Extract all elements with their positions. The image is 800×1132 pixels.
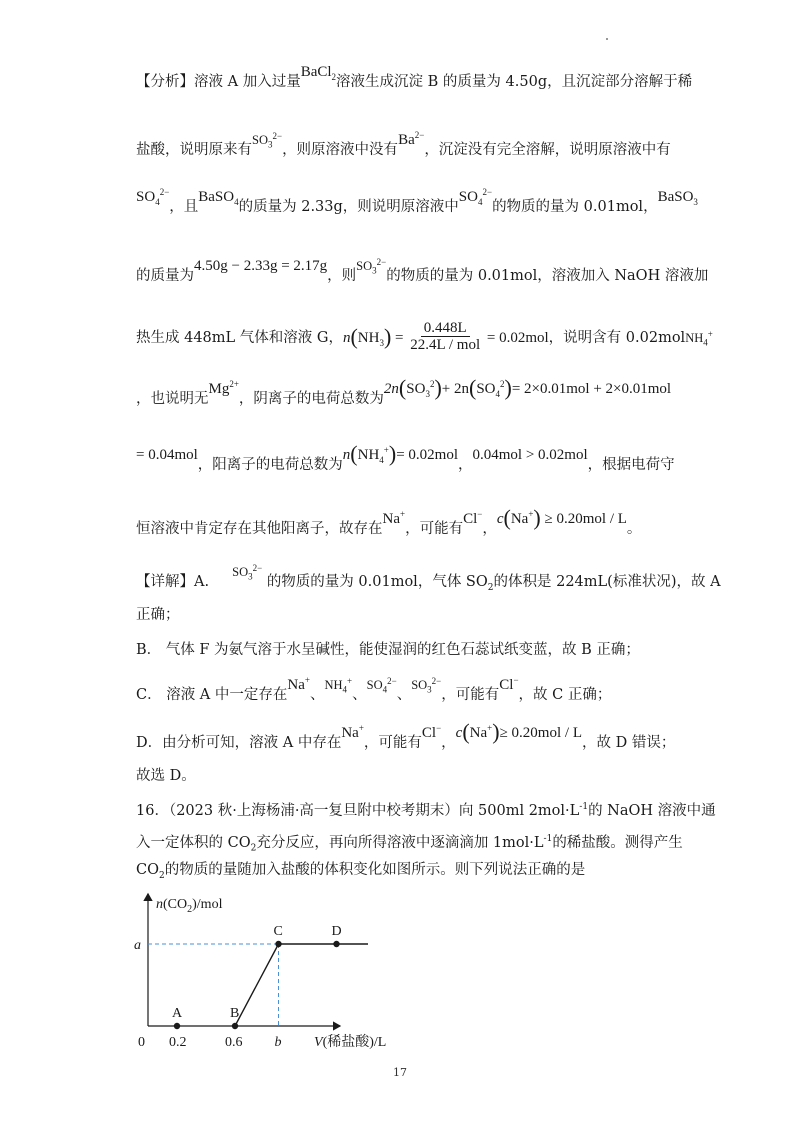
point-label-A: A [172, 1006, 183, 1021]
question-line-2: 入一定体积的 $CO_2$充分反应，再向所得溶液中逐滴滴加 $1mol\cdot L^{-1}$的稀盐酸。测得产生 [136, 834, 683, 854]
equation-mass: 4.50g − 2.33g = 2.17g [194, 258, 328, 275]
point-label-D: D [331, 924, 342, 939]
ion-so3-c: $SO_3^{2-}$ [232, 563, 263, 582]
y-axis-label-n: n [156, 897, 163, 912]
point-label-C: C [273, 924, 283, 939]
detail-line-5: D．由分析可知，溶液 A 中存在Na+，可能有Cl−，c(Na+)≥ 0.20mol / L，故 D 错误； [136, 719, 676, 751]
analysis-line-7: = 0.04mol，阳离子的电荷总数为$n(NH_4^+)= 0.02mol$，0.04mol > 0.02mol，根据电荷守 [136, 441, 675, 473]
inequality-cna: c(Na+) ≥ 0.20mol / L [496, 505, 627, 530]
ion-na: Na+ [382, 509, 406, 527]
page-mark [606, 38, 608, 40]
detail-line-2: 正确； [136, 607, 180, 623]
analysis-line-6: ，也说明无$Mg^{2+}$，阴离子的电荷总数为$2n(SO_3^2)+ 2n(SO_4^2)= 2\times 0.01mol + 2\times 0.01mol$ [136, 375, 672, 407]
formula-baso3: BaSO$_3$ [657, 189, 698, 207]
analysis-line-8: 恒溶液中肯定存在其他阳离子，故存在Na+，可能有Cl−，c(Na+) ≥ 0.20mol / L。 [136, 505, 642, 537]
ion-ba: $Ba^{2-}$ [398, 130, 425, 148]
analysis-line-1: 【分析】溶液 A 加入过量BaCl$_2$溶液生成沉淀 B 的质量为 4.50g，且沉淀部分溶解于稀 [136, 64, 693, 90]
equation-anion-charge: $2n(SO_3^2)+ 2n(SO_4^2)= 2\times 0.01mol + 2\times 0.01mol$ [383, 375, 672, 400]
y-axis-label-suffix: )/mol [192, 897, 223, 912]
y-tick-a: a [134, 938, 141, 953]
x-tick-0: 0 [138, 1035, 145, 1050]
analysis-line-2: 盐酸，说明原来有$SO_3^{2-}$，则原溶液中没有$Ba^{2-}$，沉淀没有完全溶解，说明原溶液中有 [136, 130, 671, 158]
ion-so3: $SO_3^{2-}$ [252, 130, 283, 150]
detail-line-1: 【详解】A. $SO_3^{2-}$ 的物质的量为 0.01mol，气体 $SO_2$的体积是 224mL(标准状况)，故 A [136, 563, 721, 594]
point-B [232, 1023, 238, 1029]
analysis-line-3: $SO_4^{2-}$，且BaSO$_4$的质量为 2.33g，则说明原溶液中$SO_4^{2-}$的物质的量为 0.01mol，BaSO$_3$ [136, 187, 698, 215]
ion-cl: Cl− [463, 509, 483, 527]
fraction: $\frac{0.448L}{\text{22.4L / mol}}$ [410, 320, 481, 353]
page-number: 17 [393, 1066, 407, 1079]
formula-baso4: BaSO$_4$ [198, 189, 239, 207]
equation-cation-charge: $n(NH_4^+)= 0.02mol$ [342, 441, 458, 466]
analysis-line-5: 热生成 448mL 气体和溶液 G，$n(NH_3)$ = $\frac{0.448L}{\text{22.4L / mol}}$ = 0.02mol，说明含有 0.02molNH$_4$+ [136, 320, 713, 353]
detail-line-3: B． 气体 F 为氨气溶于水呈碱性，能使湿润的红色石蕊试纸变蓝，故 B 正确； [136, 642, 640, 658]
analysis-line-4: 的质量为4.50g − 2.33g = 2.17g，则$SO_3^{2-}$的物质的量为 0.01mol，溶液加入 NaOH 溶液加 [136, 257, 709, 285]
co2-volume-graph [122, 888, 402, 1053]
question-line-3: $CO_2$的物质的量随加入盐酸的体积变化如图所示。则下列说法正确的是 [136, 862, 586, 881]
y-axis-label-prefix: (CO [163, 897, 188, 912]
equation-nh3: $n(NH_3)$ = $\frac{0.448L}{\text{22.4L / mol}}$ = 0.02mol [342, 320, 549, 353]
x-axis-label-rest: (稀盐酸)/L [322, 1035, 387, 1050]
series-line [235, 944, 368, 1026]
x-tick-0.2: 0.2 [169, 1035, 187, 1050]
point-label-B: B [230, 1006, 240, 1021]
detail-line-6: 故选 D。 [136, 768, 196, 784]
ion-so3-b: $SO_3^{2-}$ [356, 257, 387, 276]
question-line-1: 16．（2023 秋·上海杨浦·高一复旦附中校考期末）向 500ml $2mol\cdot L^{-1}$的 NaOH 溶液中通 [136, 802, 716, 819]
ion-nh4: $NH_4^+$ [685, 328, 713, 348]
x-tick-b: b [274, 1035, 282, 1050]
ion-mg: $Mg^{2+}$ [208, 379, 239, 397]
point-D [333, 941, 339, 947]
x-axis-label-v: V [314, 1035, 323, 1050]
point-C [275, 941, 281, 947]
point-A [174, 1023, 180, 1029]
detail-line-4: C． 溶液 A 中一定存在Na+、$NH_4^+$、$SO_4^{2-}$、$SO_3^{2-}$，可能有Cl−，故 C 正确； [136, 675, 612, 703]
y-axis-label-sub: 2 [187, 904, 193, 915]
ion-so4: $SO_4^{2-}$ [136, 187, 170, 207]
ion-so4-b: $SO_4^{2-}$ [458, 187, 493, 207]
x-axis-label [314, 1033, 386, 1050]
formula-bacl2: BaCl$_2$ [300, 64, 337, 82]
y-axis-label [156, 897, 223, 915]
x-tick-0.6: 0.6 [225, 1035, 243, 1050]
